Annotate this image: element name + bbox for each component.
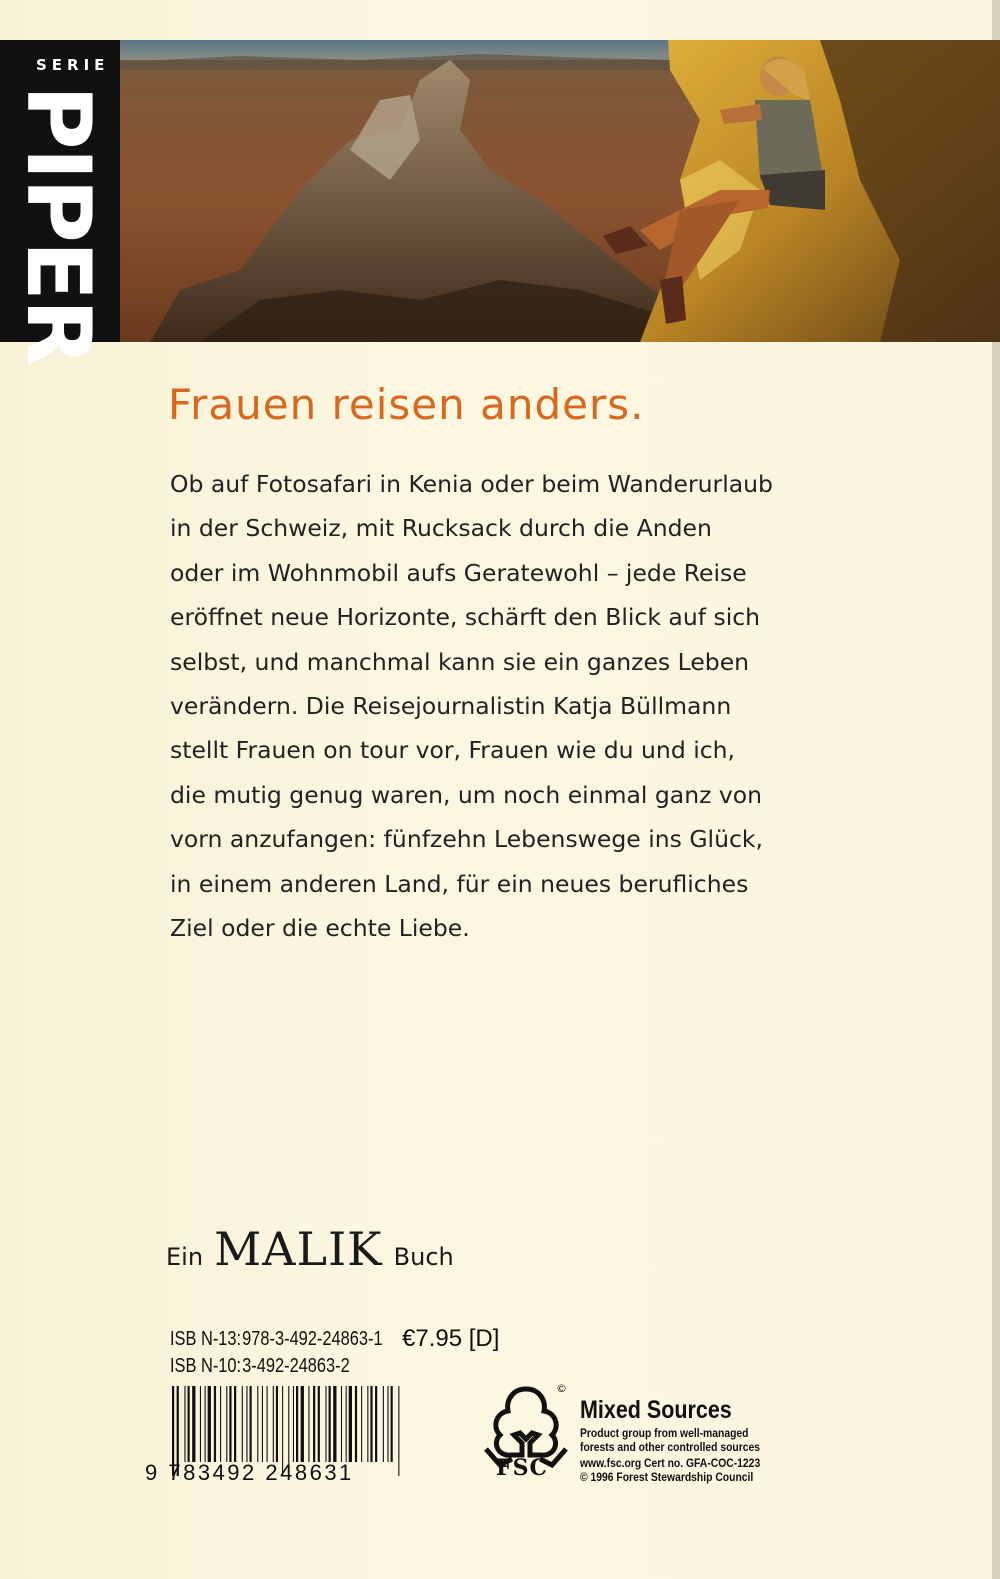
barcode-bar <box>387 1386 388 1462</box>
barcode-bar <box>333 1386 336 1462</box>
price: €7.95 [D] <box>402 1325 500 1352</box>
blurb-line: verändern. Die Reisejournalistin Katja Büllmann <box>170 692 732 721</box>
isbn-10-label: ISB N-10: <box>170 1355 242 1377</box>
blurb-line: selbst, und manchmal kann sie ein ganzes Leben <box>170 647 750 676</box>
barcode-bar <box>383 1386 384 1462</box>
barcode-bar <box>370 1386 372 1462</box>
publisher-line <box>166 1222 454 1276</box>
brand-logo-piper: PIPER <box>7 85 110 365</box>
barcode-bar <box>325 1386 326 1462</box>
barcode-bar <box>262 1386 263 1462</box>
headline: Frauen reisen anders. <box>168 380 645 429</box>
blurb-line: Ziel oder die echte Liebe. <box>170 914 470 943</box>
blurb-line: Ob auf Fotosafari in Kenia oder beim Wanderurlaub <box>170 470 773 498</box>
barcode-bar <box>398 1386 399 1476</box>
barcode-bar <box>318 1386 320 1462</box>
fsc-line-2: forests and other controlled sources <box>580 1442 761 1454</box>
barcode-bar <box>267 1386 268 1462</box>
barcode-bar <box>192 1386 195 1462</box>
blurb-line: vorn anzufangen: fünfzehn Lebenswege ins Glück, <box>170 825 763 854</box>
fsc-line-3: www.fsc.org Cert no. GFA-COC-1223 <box>580 1458 761 1470</box>
series-strip <box>0 40 120 365</box>
barcode-bar <box>205 1386 206 1462</box>
barcode-bar <box>308 1386 309 1462</box>
barcode-digits: 9 783492 248631 <box>145 1460 354 1485</box>
blurb-line: oder im Wohnmobil aufs Geratewohl – jede Reise <box>170 558 747 587</box>
barcode-bar <box>226 1386 227 1462</box>
isbn-13 <box>170 1328 383 1351</box>
barcode-bar <box>188 1386 190 1462</box>
blurb-line: in einem anderen Land, für ein neues berufliches <box>170 869 749 898</box>
barcode-bar <box>346 1386 347 1462</box>
barcode-bar <box>301 1386 304 1462</box>
barcode-bar <box>184 1386 185 1462</box>
barcode-bar <box>220 1386 221 1462</box>
isbn-13-value: 978-3-492-24863-1 <box>242 1328 383 1350</box>
isbn-10 <box>170 1355 350 1378</box>
barcode-bar <box>293 1386 294 1462</box>
barcode-bar <box>313 1386 315 1462</box>
barcode-bar <box>276 1386 278 1462</box>
fsc-copyright-mark: © <box>556 1382 567 1395</box>
barcode-bar <box>375 1386 377 1462</box>
barcode-bar <box>391 1386 393 1462</box>
landscape-illustration <box>120 40 1000 342</box>
isbn-10-value: 3-492-24863-2 <box>242 1355 350 1377</box>
barcode-bar <box>246 1386 247 1462</box>
barcode-bar <box>229 1386 231 1462</box>
fsc-logo-text: FSC <box>496 1455 549 1481</box>
cover-banner <box>0 40 1000 365</box>
landscape-photo <box>120 40 1000 342</box>
isbn-13-label: ISB N-13: <box>170 1328 242 1350</box>
barcode-bar <box>296 1386 298 1462</box>
barcode-bar <box>329 1386 331 1462</box>
series-label: SERIE <box>36 56 110 74</box>
barcode-bar <box>257 1386 258 1462</box>
barcode-bar <box>273 1386 274 1462</box>
fsc-line-4: © 1996 Forest Stewardship Council <box>580 1472 754 1484</box>
barcode-bar <box>349 1386 352 1462</box>
blurb-line: eröffnet neue Horizonte, schärft den Blick auf sich <box>170 603 761 632</box>
barcode-bar <box>355 1386 357 1462</box>
publisher-name: MALIK <box>214 1222 383 1276</box>
barcode-bar <box>200 1386 201 1462</box>
barcode-bar <box>234 1386 236 1462</box>
barcode-bar <box>341 1386 342 1462</box>
barcode-bar <box>250 1386 252 1462</box>
barcode-bar <box>242 1386 243 1462</box>
publisher-suffix: Buch <box>393 1243 454 1271</box>
blurb-line: stellt Frauen on tour vor, Frauen wie du und ich, <box>170 736 736 765</box>
fsc-title: Mixed Sources <box>580 1396 732 1424</box>
barcode-bar <box>367 1386 368 1462</box>
fsc-line-1: Product group from well-managed <box>580 1428 749 1440</box>
blurb-text <box>170 462 820 950</box>
barcode-bar <box>361 1386 362 1462</box>
publisher-prefix: Ein <box>166 1243 204 1271</box>
blurb-line: in der Schweiz, mit Rucksack durch die Anden <box>170 514 712 543</box>
blurb-line: die mutig genug waren, um noch einmal ganz von <box>170 780 763 809</box>
barcode-bar <box>208 1386 211 1462</box>
barcode-bar <box>214 1386 216 1462</box>
